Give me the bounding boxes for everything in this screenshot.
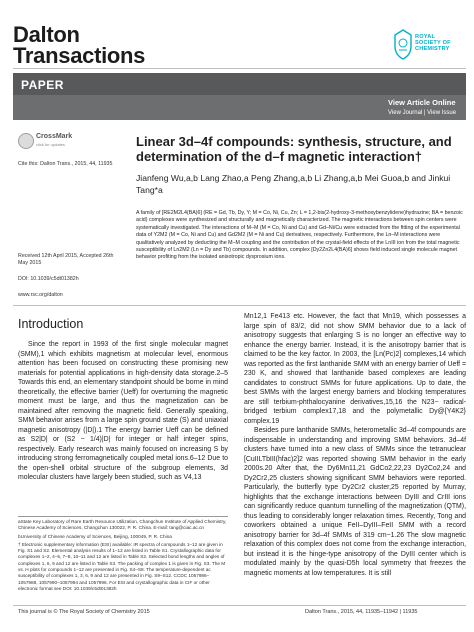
article-type-label: PAPER [21,78,64,92]
publisher-logo-text: ROYAL SOCIETY OF CHEMISTRY [415,34,451,53]
intro-paragraph-3: Besides pure lanthanide SMMs, heterometallic 3d–4f compounds are indispensable in understanding and improving SMM behaviors. 3d–4f clusters have turned into a new class of SMMs since the tetranuclear [CuIILTbIII(hfac)2]2 was reported showing SMM behavior in the early 2000s.20 After that, the Dy6Mn11,21 GdCo2,22,23 Dy2Co2,24 and Dy2Cr2,25 clusters showing significant SMM behaviors were reported. Particularly, the butterfly type Dy2Cr2 cluster,25 reported by Murray, highlights that the exchange interactions between DyIII and CrIII ions can significantly reduce quantum tunnelling of the magnetization (QTM), thus leading to considerably longer relaxation times. Recently, Tong and coworkers obtained a unique FeII–DyIII–FeII SMM with a record anisotropy barrier for 3d–4f SMMs of 319 cm−1.26 The slow magnetic relaxation of this complex does not come from the exchange interaction, but instead it is the hinge-type anisotropy of the DyIII center which is modulated mainly by the quasi-D5h local symmetry that freezes the magnetic moments at low temperatures. It is still [244,427,466,577]
intro-paragraph-2: Mn12,1 Fe413 etc. However, the fact that Mn19, which possesses a large spin of 83/2, did not show SMM behavior due to a lack of anisotropy suggests that enlarging S is no longer an effective way to enhance the energy barrier. Instead, it is the anisotropy barrier that is claimed to be the key factor. In 2003, the [Ln(Pc)2] complexes,14 which was reported as the first lanthanide SMM with an energy barrier of Ueff = 230 K, and showed that lanthanide based complexes are leading candidates to construct SMMs for future applications. Up to date, the best SMMs with the largest energy barriers and blocking temperatures are still terbium-phthalocyanine derivatives,15,16 the N23− radical-bridged terbium complex17,18 and the polymetallic Dy@{Y4K2} complex.19 [244,313,466,425]
citation-info: Cite this: Dalton Trans., 2015, 44, 11935 [18,161,113,167]
crossmark-sublabel: click for updates [36,142,65,147]
publisher-logo [393,28,463,62]
view-journal-issue-links[interactable]: View Journal | View Issue [388,110,457,116]
left-column [18,340,228,483]
intro-paragraph-1: Since the report in 1993 of the first single molecular magnet (SMM),1 which exhibits magnetism at molecular level, enormous attention has been focused on constructing these promising new materials for potential applications in high-density data storage.2–5 Towards this end, an elementary standpoint should be borne in mind theoretically, the effective barrier (Ueff) for overturning the magnetic moment must be large, and thus the magnetization can be maintained after removing the magnetic field. Generally speaking, SMM behavior arises from a large spin ground state (S) and uniaxial magnetic anisotropy (|D|).1 The energy barrier Ueff can be defined as S2|D| or (S2 − 1/4)|D| for integer or half integer spins, respectively. Early research was mainly focused on increasing S by introducing strong ferromagnetically coupled metal ions.6–12 Due to the open-shell orbital structure of the subgroup elements, 3d molecular clusters have largely been studied, such as V4,13 [18,341,228,481]
rsc-crest-icon [393,28,413,60]
doi[interactable]: DOI: 10.1039/c5dt01382h [18,276,79,282]
received-accepted-dates: Received 12th April 2015, Accepted 26th May 2015 [18,253,114,266]
journal-title-line2: Transactions [13,43,146,68]
footnotes [18,519,228,594]
header-divider [13,68,466,69]
author-list: Jianfeng Wu,a,b Lang Zhao,a Peng Zhang,a,b Li Zhang,a,b Mei Guoa,b and Jinkui Tang*a [136,173,451,195]
crossmark-badge[interactable] [18,131,78,151]
footnote-affiliation-b: bUniversity of Chinese Academy of Sciences, Beijing, 100049, P. R. China [18,533,172,539]
footnote-esi: † Electronic supplementary information (ESI) available: IR spectra of compounds 1–12 are given in Fig. S1 and S2. Elemental analysis results of 1–12 are listed in Table S1. Crystallographic data for complexes 1–2, 4–5, 7–8, 10–11 and 12 are listed in Table S2. Selected bond lengths and angles of complexes 1, 6, 9 and 12 are listed in Table S3. The packing of complex 1 is given in Fig. S3. The M vs. H plots for compounds 1–12 are presented in Fig. S4–S8. The temperature-dependent ac susceptibility of complexes 1, 3, 6, 9 and 12 are presented in Fig. S9–S12. CCDC 1057986–1057988, 1057990–1057994 and 1057996. For ESI and crystallographic data in CIF or other electronic format see DOI: 10.1039/c5dt01382h [18,541,226,591]
journal-title-line1: Dalton [13,22,80,47]
footer-divider [13,605,466,606]
journal-website[interactable]: www.rsc.org/dalton [18,292,63,298]
view-article-online-link[interactable]: View Article Online [388,98,456,107]
page-citation-footer: Dalton Trans., 2015, 44, 11935–11942 | 11935 [305,609,418,615]
crossmark-label: CrossMark [36,133,73,140]
article-type-banner [13,73,466,95]
footnote-affiliation-a: aState Key Laboratory of Rare Earth Resource Utilization, Changchun Institute of Applied Chemistry, Chinese Academy of Sciences, Changchun 130022, P. R. China. E-mail: tang@ciac.ac.cn [18,519,227,531]
introduction-heading: Introduction [18,317,84,331]
copyright-footer: This journal is © The Royal Society of Chemistry 2015 [18,609,150,615]
abstract: A family of [RE2M2L4(BA)6] (RE = Gd, Tb, Dy, Y; M = Co, Ni, Cu, Zn; L = 1,2-bis(2-hydroxy-3-methoxybenzylidene)hydrazine; BA = benzoic acid) complexes were synthesized and structurally and magnetically characterized. The magnetic interactions between spin centers were systematically investigated. The interactions of M–M (M = Co, Ni and Cu) and Gd–Ni/Cu were extracted from the fitting of the experimental data of Y2M2 (M = Co, Ni and Cu) and Gd2M2 (M = Ni and Cu) derivatives, respectively. Furthermore, the Ln–M interactions were qualitatively analyzed by deducting the M–M coupling and the contribution of the crystal-field effects of the LnIII ion from the total magnetic susceptibility of Ln2M2 (Ln = Dy and Tb) compounds. In addition, complex [Dy2Zn2L4(BA)6] shows field induced single molecule magnet behavior profiting from the isolated anisotropic dysprosium ions. [136,210,463,261]
abstract-divider [13,305,466,306]
journal-title [13,24,145,66]
right-column [244,312,466,578]
footnote-divider [18,516,228,517]
crossmark-icon [18,133,34,149]
article-title: Linear 3d–4f compounds: synthesis, structure, and determination of the d–f magnetic interaction† [136,134,452,164]
